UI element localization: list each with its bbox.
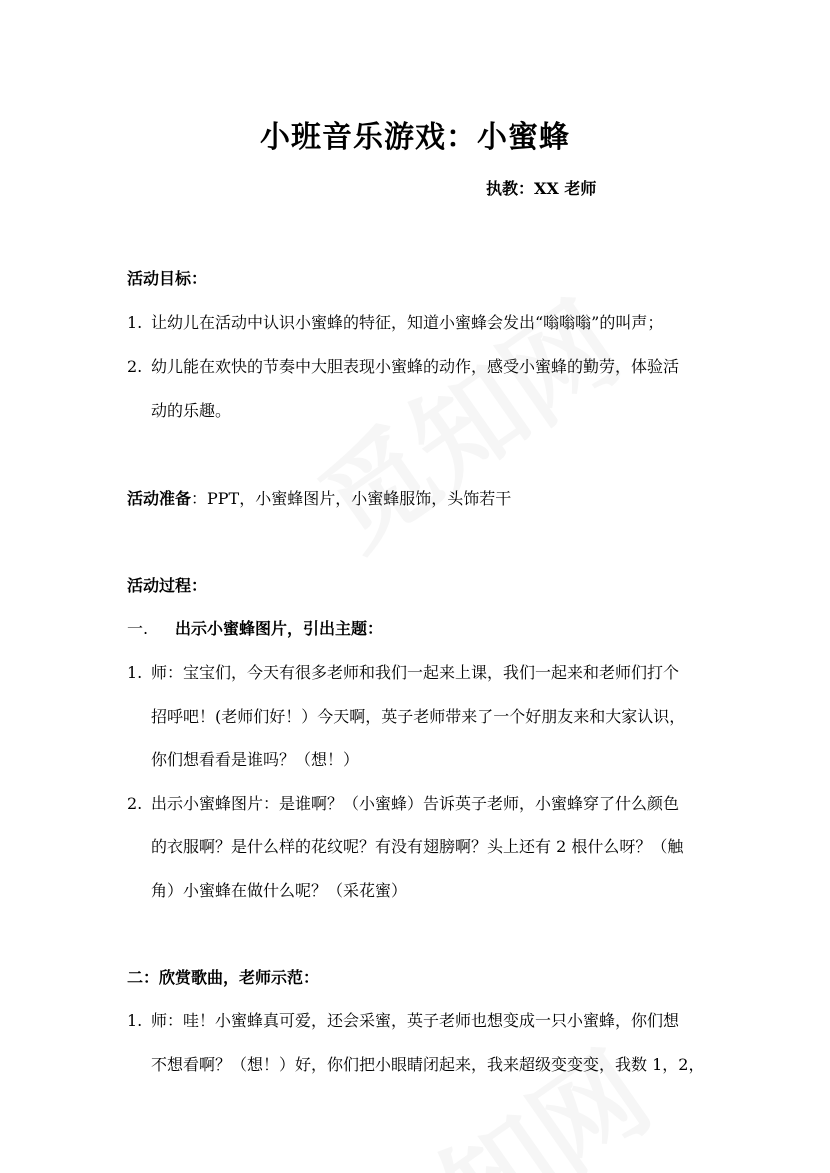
list-number: 2. bbox=[127, 794, 143, 813]
section-2-item-1 bbox=[127, 1008, 679, 1031]
list-number: 1. bbox=[127, 313, 143, 332]
prep-line bbox=[127, 486, 511, 509]
goal-item-1 bbox=[127, 310, 663, 333]
section-number: 一. bbox=[127, 619, 149, 638]
prep-text: ：PPT，小蜜蜂图片，小蜜蜂服饰，头饰若干 bbox=[191, 489, 512, 508]
section-1-item-1-line-3: 你们想看看是谁吗？（想！） bbox=[151, 750, 360, 769]
section-1-item-1 bbox=[127, 660, 679, 683]
section-1-item-2-line-2: 的衣服啊？是什么样的花纹呢？有没有翅膀啊？头上还有 2 根什么呀？（触 bbox=[151, 837, 684, 856]
watermark bbox=[285, 260, 646, 579]
section-1-item-1-line-2: 招呼吧！(老师们好！）今天啊，英子老师带来了一个好朋友来和大家认识， bbox=[151, 707, 686, 726]
section-2-heading: 二：欣赏歌曲，老师示范： bbox=[127, 968, 320, 987]
section-1-heading bbox=[127, 616, 383, 639]
item-text: 师：宝宝们，今天有很多老师和我们一起来上课，我们一起来和老师们打个 bbox=[151, 663, 680, 682]
teacher-line: 执教：XX 老师 bbox=[486, 179, 597, 198]
item-text: 师：哇！小蜜蜂真可爱，还会采蜜，英子老师也想变成一只小蜜蜂，你们想 bbox=[151, 1011, 680, 1030]
goal-item-2 bbox=[127, 354, 679, 377]
list-number: 2. bbox=[127, 357, 143, 376]
section-title: 出示小蜜蜂图片，引出主题： bbox=[175, 619, 384, 638]
goals-heading: 活动目标： bbox=[127, 269, 208, 288]
goal-text: 幼儿能在欢快的节奏中大胆表现小蜜蜂的动作，感受小蜜蜂的勤劳，体验活 bbox=[151, 357, 680, 376]
watermark bbox=[315, 1010, 676, 1173]
process-heading: 活动过程： bbox=[127, 576, 208, 595]
page-title: 小班音乐游戏：小蜜蜂 bbox=[260, 120, 570, 155]
section-1-item-2 bbox=[127, 791, 679, 814]
item-text: 出示小蜜蜂图片：是谁啊？（小蜜蜂）告诉英子老师，小蜜蜂穿了什么颜色 bbox=[151, 794, 680, 813]
prep-label: 活动准备 bbox=[127, 489, 192, 508]
goal-item-2-continued: 动的乐趣。 bbox=[151, 401, 232, 420]
list-number: 1. bbox=[127, 663, 143, 682]
section-1-item-2-line-3: 角）小蜜蜂在做什么呢？（采花蜜） bbox=[151, 881, 408, 900]
list-number: 1. bbox=[127, 1011, 143, 1030]
section-2-item-1-line-2: 不想看啊？（想！）好，你们把小眼睛闭起来，我来超级变变变，我数 1，2， bbox=[151, 1055, 705, 1074]
goal-text: 让幼儿在活动中认识小蜜蜂的特征，知道小蜜蜂会发出“嗡嗡嗡”的叫声； bbox=[151, 313, 664, 332]
